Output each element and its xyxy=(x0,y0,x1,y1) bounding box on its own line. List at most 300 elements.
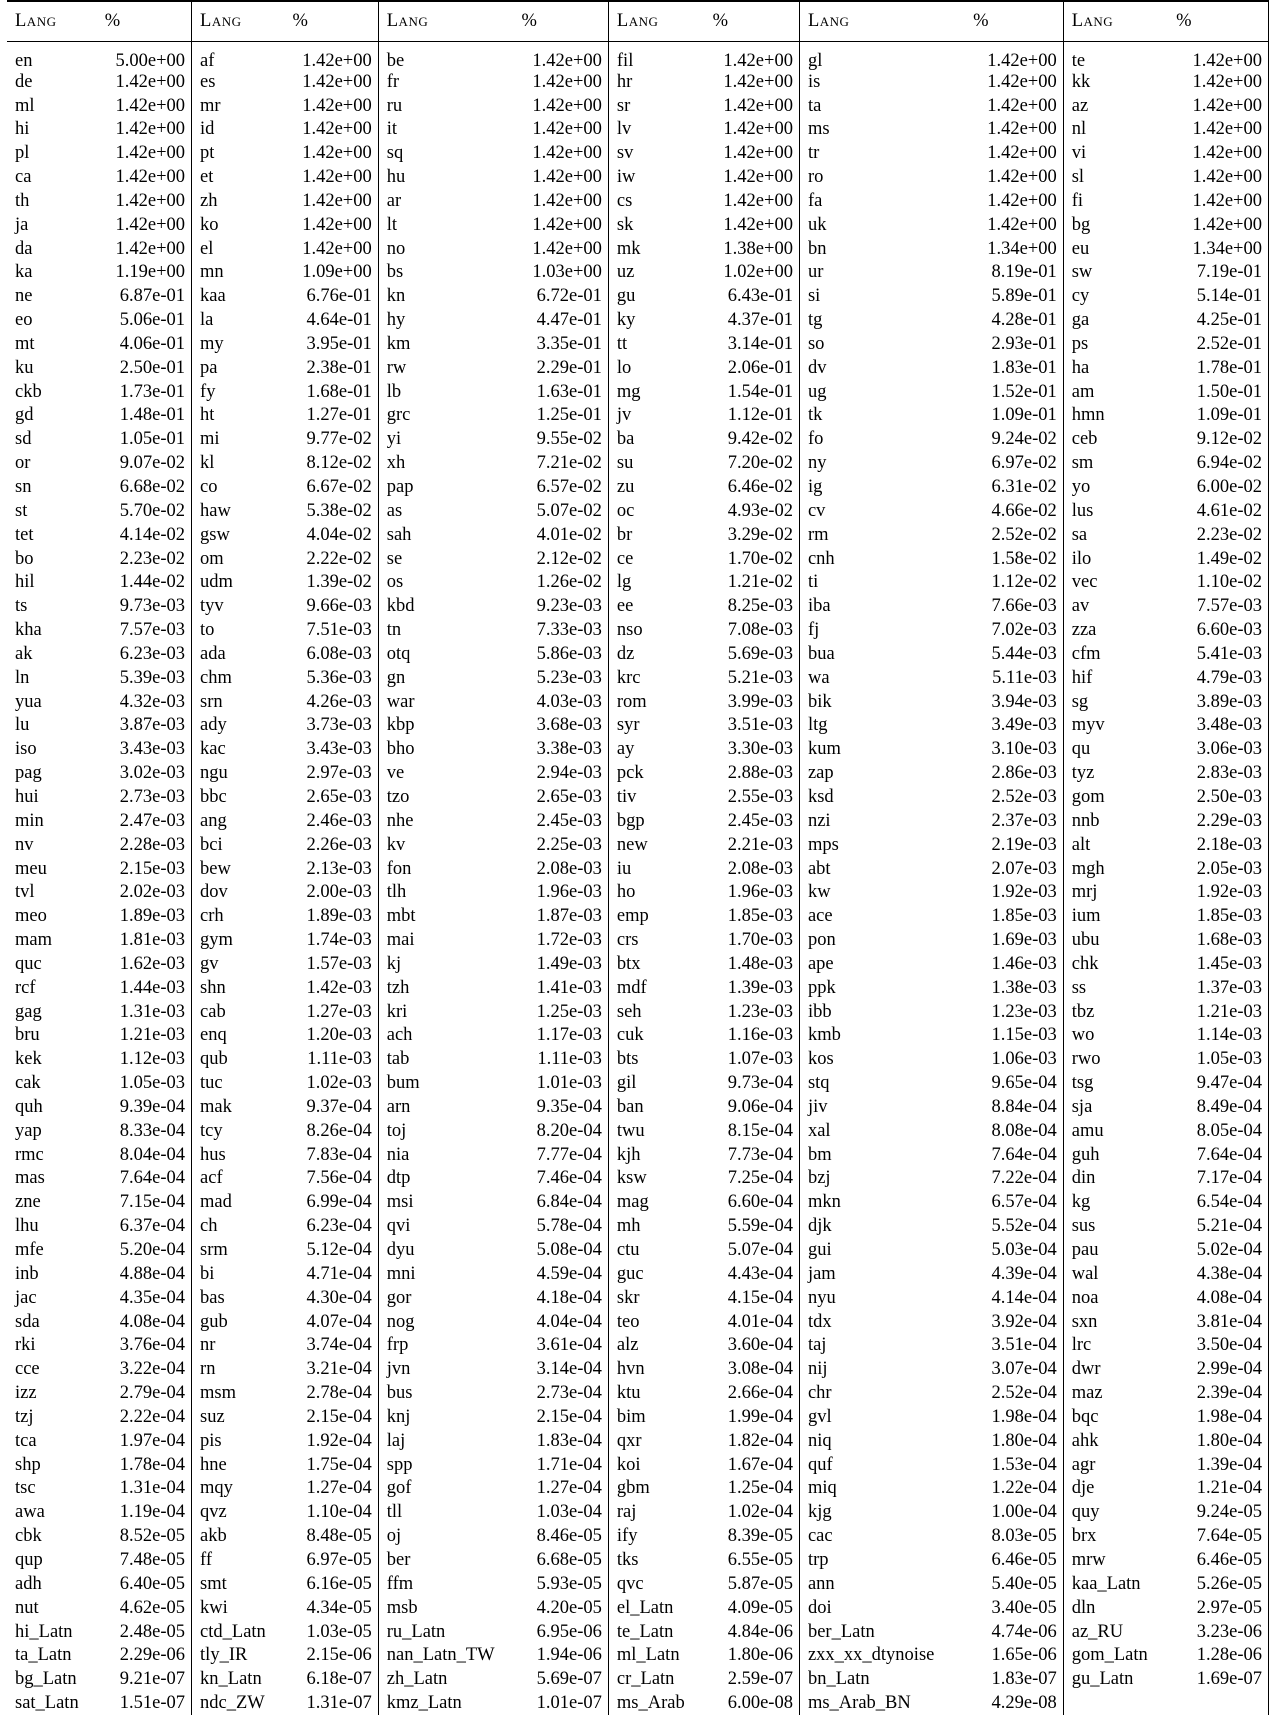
lang-code-cell: bus xyxy=(378,1381,521,1405)
percent-cell: 3.68e-03 xyxy=(536,715,602,736)
percent-cell: 2.19e-03 xyxy=(991,834,1057,855)
lang-code-cell: be xyxy=(378,41,521,70)
lang-code-cell: qvi xyxy=(378,1215,521,1239)
lang-code-cell: bzj xyxy=(799,1167,973,1191)
percent-cell: 7.57e-03 xyxy=(119,620,186,641)
table-row xyxy=(7,189,1269,213)
lang-code-cell: la xyxy=(192,308,293,332)
percent-cell: 3.92e-04 xyxy=(991,1311,1057,1332)
percent-cell: 1.78e-04 xyxy=(119,1454,186,1475)
lang-code-cell: ml xyxy=(15,95,35,116)
lang-code-cell: pau xyxy=(1063,1238,1176,1262)
lang-code-cell: sat_Latn xyxy=(15,1693,79,1714)
percent-cell: 2.97e-05 xyxy=(1176,1596,1268,1620)
table-row xyxy=(7,1453,1269,1477)
lang-code-cell: izz xyxy=(15,1383,37,1404)
percent-cell: 1.42e+00 xyxy=(987,50,1057,71)
lang-code-cell: lg xyxy=(608,571,712,595)
percent-cell: 2.47e-03 xyxy=(119,810,186,831)
lang-code-cell: gu_Latn xyxy=(1063,1668,1176,1692)
lang-code-cell: st xyxy=(15,500,28,521)
table-row xyxy=(7,1143,1269,1167)
table-row xyxy=(7,285,1269,309)
lang-code-cell: mai xyxy=(378,928,521,952)
table-row xyxy=(7,1358,1269,1382)
lang-code-cell: kk xyxy=(1063,70,1176,94)
lang-code-cell: tr xyxy=(799,142,973,166)
percent-cell: 1.54e-01 xyxy=(727,381,793,402)
lang-code-cell: gof xyxy=(378,1477,521,1501)
percent-cell: 1.92e-03 xyxy=(991,882,1057,903)
percent-cell: 1.42e+00 xyxy=(723,190,793,211)
percent-cell: 1.78e-01 xyxy=(1176,356,1268,380)
lang-code-cell: se xyxy=(378,547,521,571)
percent-cell: 7.15e-04 xyxy=(119,1192,186,1213)
percent-cell: 7.33e-03 xyxy=(536,620,602,641)
lang-code-cell: cy xyxy=(1063,285,1176,309)
percent-cell: 5.70e-02 xyxy=(119,500,186,521)
lang-code-cell: meo xyxy=(15,906,47,927)
lang-code-cell: hvn xyxy=(608,1358,712,1382)
percent-cell: 3.14e-01 xyxy=(727,333,793,354)
lang-code-cell: fy xyxy=(192,380,293,404)
percent-cell: 2.26e-03 xyxy=(306,834,372,855)
percent-cell: 3.29e-02 xyxy=(727,524,793,545)
lang-code-cell: fj xyxy=(799,618,973,642)
percent-cell: 1.42e+00 xyxy=(302,143,372,164)
percent-cell: 3.73e-03 xyxy=(306,715,372,736)
percent-cell: 1.46e-03 xyxy=(991,953,1057,974)
percent-cell: 1.05e-01 xyxy=(119,429,186,450)
lang-code-cell: ee xyxy=(608,595,712,619)
percent-cell: 8.12e-02 xyxy=(306,453,372,474)
percent-cell: 1.42e+00 xyxy=(302,214,372,235)
lang-code-cell: ksw xyxy=(608,1167,712,1191)
percent-cell: 1.72e-03 xyxy=(536,930,602,951)
lang-code-cell: pon xyxy=(799,928,973,952)
percent-cell: 4.47e-01 xyxy=(536,310,602,331)
percent-cell: 4.08e-04 xyxy=(119,1311,186,1332)
percent-cell: 1.42e+00 xyxy=(723,71,793,92)
lang-code-cell: uk xyxy=(799,213,973,237)
percent-cell: 5.59e-04 xyxy=(727,1216,793,1237)
percent-cell: 6.99e-04 xyxy=(306,1192,372,1213)
lang-code-cell: uz xyxy=(608,261,712,285)
percent-cell: 2.29e-03 xyxy=(1176,809,1268,833)
lang-code-cell: cr_Latn xyxy=(608,1668,712,1692)
percent-cell: 2.12e-02 xyxy=(536,548,602,569)
percent-cell: 1.01e-07 xyxy=(536,1693,602,1714)
lang-code-cell: crh xyxy=(192,905,293,929)
lang-code-cell: nso xyxy=(608,618,712,642)
lang-code-cell: skr xyxy=(608,1286,712,1310)
lang-code-cell: tks xyxy=(608,1548,712,1572)
percent-cell: 2.23e-02 xyxy=(1176,523,1268,547)
percent-cell: 1.09e-01 xyxy=(991,405,1057,426)
percent-cell: 2.73e-04 xyxy=(536,1383,602,1404)
percent-cell: 9.35e-04 xyxy=(536,1096,602,1117)
lang-code-cell: iso xyxy=(15,739,37,760)
percent-cell: 2.38e-01 xyxy=(306,357,372,378)
table-row xyxy=(7,714,1269,738)
lang-code-cell: zap xyxy=(799,761,973,785)
percent-cell: 6.23e-03 xyxy=(119,643,186,664)
lang-code-cell: emp xyxy=(608,905,712,929)
percent-cell: 4.59e-04 xyxy=(536,1263,602,1284)
lang-code-cell: kjh xyxy=(608,1143,712,1167)
lang-code-cell: cv xyxy=(799,499,973,523)
lang-code-cell: arn xyxy=(378,1095,521,1119)
percent-cell: 3.76e-04 xyxy=(119,1335,186,1356)
lang-code-cell: guc xyxy=(608,1262,712,1286)
lang-code-cell: bbc xyxy=(192,785,293,809)
lang-code-cell: ne xyxy=(15,286,33,307)
lang-code-cell: et xyxy=(192,165,293,189)
percent-cell: 7.64e-04 xyxy=(991,1144,1057,1165)
lang-code-cell: el_Latn xyxy=(608,1596,712,1620)
percent-cell: 4.15e-04 xyxy=(727,1287,793,1308)
percent-cell: 3.61e-04 xyxy=(536,1335,602,1356)
table-row xyxy=(7,1095,1269,1119)
lang-code-cell: knj xyxy=(378,1405,521,1429)
percent-cell: 2.18e-03 xyxy=(1176,833,1268,857)
percent-cell: 1.42e+00 xyxy=(987,190,1057,211)
lang-code-cell: ada xyxy=(192,642,293,666)
percent-cell: 1.39e-03 xyxy=(727,977,793,998)
lang-code-cell: ndc_ZW xyxy=(192,1691,293,1715)
lang-code-cell: hus xyxy=(192,1143,293,1167)
header-percent-6: % xyxy=(1176,1,1268,41)
percent-cell: 4.06e-01 xyxy=(119,333,186,354)
percent-cell: 5.20e-04 xyxy=(119,1240,186,1261)
lang-code-cell: shn xyxy=(192,976,293,1000)
lang-code-cell: ve xyxy=(378,761,521,785)
percent-cell: 3.43e-03 xyxy=(306,739,372,760)
percent-cell: 1.23e-03 xyxy=(727,1001,793,1022)
percent-cell: 4.64e-01 xyxy=(306,310,372,331)
lang-code-cell: gu xyxy=(608,285,712,309)
lang-code-cell: ckb xyxy=(15,381,42,402)
percent-cell: 3.35e-01 xyxy=(536,333,602,354)
percent-cell: 9.39e-04 xyxy=(119,1096,186,1117)
percent-cell: 2.78e-04 xyxy=(306,1383,372,1404)
table-row xyxy=(7,690,1269,714)
lang-code-cell: sxn xyxy=(1063,1310,1176,1334)
lang-code-cell: mps xyxy=(799,833,973,857)
percent-cell: 3.21e-04 xyxy=(306,1359,372,1380)
lang-code-cell: es xyxy=(192,70,293,94)
lang-code-cell: nv xyxy=(15,834,34,855)
percent-cell: 1.03e-04 xyxy=(536,1502,602,1523)
table-row xyxy=(7,332,1269,356)
table-row xyxy=(7,666,1269,690)
percent-cell: 6.68e-05 xyxy=(536,1549,602,1570)
lang-code-cell: rm xyxy=(799,523,973,547)
lang-code-cell: mt xyxy=(15,333,35,354)
lang-code-cell: noa xyxy=(1063,1286,1176,1310)
percent-cell: 1.65e-06 xyxy=(991,1645,1057,1666)
percent-cell: 6.84e-04 xyxy=(536,1192,602,1213)
percent-cell: 6.40e-05 xyxy=(119,1573,186,1594)
percent-cell: 1.94e-06 xyxy=(536,1645,602,1666)
lang-code-cell: dyu xyxy=(378,1238,521,1262)
percent-cell: 1.96e-03 xyxy=(536,882,602,903)
lang-code-cell: os xyxy=(378,571,521,595)
lang-code-cell: kmz_Latn xyxy=(378,1691,521,1715)
percent-cell: 3.43e-03 xyxy=(119,739,186,760)
percent-cell: 1.39e-04 xyxy=(1176,1453,1268,1477)
percent-cell: 1.42e-03 xyxy=(306,977,372,998)
percent-cell: 9.07e-02 xyxy=(119,453,186,474)
lang-code-cell: vec xyxy=(1063,571,1176,595)
lang-code-cell: tt xyxy=(608,332,712,356)
lang-code-cell: din xyxy=(1063,1167,1176,1191)
percent-cell: 2.00e-03 xyxy=(306,882,372,903)
percent-cell: 1.42e+00 xyxy=(302,119,372,140)
percent-cell: 2.52e-04 xyxy=(991,1383,1057,1404)
percent-cell: 4.37e-01 xyxy=(727,310,793,331)
lang-code-cell: or xyxy=(15,453,31,474)
lang-code-cell: haw xyxy=(192,499,293,523)
header-percent-2: % xyxy=(293,1,379,41)
percent-cell: 1.44e-03 xyxy=(119,977,186,998)
percent-cell: 8.46e-05 xyxy=(536,1526,602,1547)
lang-code-cell: kw xyxy=(799,881,973,905)
lang-code-cell: cak xyxy=(15,1073,41,1094)
percent-cell: 9.55e-02 xyxy=(536,429,602,450)
table-row xyxy=(7,833,1269,857)
table-row xyxy=(7,571,1269,595)
lang-code-cell: bgp xyxy=(608,809,712,833)
lang-code-cell: ur xyxy=(799,261,973,285)
percent-cell: 1.11e-03 xyxy=(307,1049,372,1070)
percent-cell: 1.38e-03 xyxy=(991,977,1057,998)
percent-cell: 1.75e-04 xyxy=(306,1454,372,1475)
percent-cell: 1.98e-04 xyxy=(991,1406,1057,1427)
percent-cell: 1.51e-07 xyxy=(119,1693,186,1714)
percent-cell: 1.83e-07 xyxy=(991,1669,1057,1690)
percent-cell: 2.07e-03 xyxy=(991,858,1057,879)
percent-cell: 1.02e-03 xyxy=(306,1073,372,1094)
lang-code-cell: de xyxy=(15,71,33,92)
percent-cell: 1.42e+00 xyxy=(302,50,372,71)
percent-cell: 2.06e-01 xyxy=(727,357,793,378)
table-row xyxy=(7,785,1269,809)
percent-cell: 1.53e-04 xyxy=(991,1454,1057,1475)
lang-code-cell: hi_Latn xyxy=(15,1621,73,1642)
lang-code-cell: stq xyxy=(799,1071,973,1095)
percent-cell: 1.57e-03 xyxy=(306,953,372,974)
percent-cell: 4.09e-05 xyxy=(727,1597,793,1618)
percent-cell: 9.42e-02 xyxy=(727,429,793,450)
lang-code-cell: ro xyxy=(799,165,973,189)
lang-code-cell: tlh xyxy=(378,881,521,905)
lang-code-cell: kbp xyxy=(378,714,521,738)
percent-cell: 1.15e-03 xyxy=(991,1025,1057,1046)
lang-code-cell: eu xyxy=(1063,237,1176,261)
lang-code-cell: gl xyxy=(799,41,973,70)
percent-cell: 2.15e-04 xyxy=(536,1406,602,1427)
lang-code-cell: dje xyxy=(1063,1477,1176,1501)
percent-cell: 4.07e-04 xyxy=(306,1311,372,1332)
lang-code-cell: ml_Latn xyxy=(608,1644,712,1668)
lang-code-cell: lus xyxy=(1063,499,1176,523)
table-row xyxy=(7,1524,1269,1548)
table-row xyxy=(7,1238,1269,1262)
lang-code-cell: yua xyxy=(15,691,42,712)
lang-code-cell: mdf xyxy=(608,976,712,1000)
table-row xyxy=(7,595,1269,619)
percent-cell: 1.42e+00 xyxy=(115,167,186,188)
percent-cell: 5.89e-01 xyxy=(991,286,1057,307)
lang-code-cell: te xyxy=(1063,41,1176,70)
lang-code-cell: ach xyxy=(378,1024,521,1048)
lang-code-cell: pa xyxy=(192,356,293,380)
lang-code-cell: av xyxy=(1063,595,1176,619)
percent-cell: 9.37e-04 xyxy=(306,1096,372,1117)
percent-cell: 3.51e-03 xyxy=(727,715,793,736)
percent-cell: 1.12e-03 xyxy=(119,1049,186,1070)
lang-code-cell: mas xyxy=(15,1168,45,1189)
percent-cell: 8.26e-04 xyxy=(306,1120,372,1141)
lang-code-cell: kos xyxy=(799,1048,973,1072)
percent-cell: 1.38e+00 xyxy=(723,238,793,259)
percent-cell: 1.22e-04 xyxy=(991,1478,1057,1499)
percent-cell: 1.42e+00 xyxy=(1176,213,1268,237)
lang-code-cell: bi xyxy=(192,1262,293,1286)
percent-cell: 2.50e-03 xyxy=(1176,785,1268,809)
lang-code-cell: tk xyxy=(799,404,973,428)
table-row xyxy=(7,475,1269,499)
lang-code-cell: mam xyxy=(15,930,52,951)
percent-cell: 7.56e-04 xyxy=(306,1168,372,1189)
percent-cell: 4.39e-04 xyxy=(991,1263,1057,1284)
lang-code-cell: kbd xyxy=(378,595,521,619)
percent-cell: 1.42e+00 xyxy=(532,119,602,140)
percent-cell: 5.86e-03 xyxy=(536,643,602,664)
percent-cell: 8.49e-04 xyxy=(1176,1095,1268,1119)
lang-code-cell: seh xyxy=(608,1000,712,1024)
lang-code-cell: qvz xyxy=(192,1501,293,1525)
lang-code-cell: sr xyxy=(608,94,712,118)
percent-cell: 1.89e-03 xyxy=(119,906,186,927)
lang-code-cell: quc xyxy=(15,953,42,974)
percent-cell: 2.83e-03 xyxy=(1176,761,1268,785)
percent-cell: 1.19e+00 xyxy=(115,262,186,283)
lang-code-cell: koi xyxy=(608,1453,712,1477)
percent-cell: 8.48e-05 xyxy=(306,1526,372,1547)
percent-cell: 1.42e+00 xyxy=(302,190,372,211)
percent-cell: 1.82e-04 xyxy=(727,1430,793,1451)
percent-cell: 1.80e-04 xyxy=(1176,1429,1268,1453)
table-row xyxy=(7,905,1269,929)
percent-cell: 7.66e-03 xyxy=(991,596,1057,617)
lang-code-cell: tab xyxy=(378,1048,521,1072)
percent-cell: 8.33e-04 xyxy=(119,1120,186,1141)
lang-code-cell: bci xyxy=(192,833,293,857)
percent-cell: 1.09e-01 xyxy=(1176,404,1268,428)
lang-code-cell: cuk xyxy=(608,1024,712,1048)
lang-code-cell: gub xyxy=(192,1310,293,1334)
lang-code-cell: ltg xyxy=(799,714,973,738)
table-row xyxy=(7,1429,1269,1453)
lang-code-cell: pap xyxy=(378,475,521,499)
lang-code-cell: frp xyxy=(378,1334,521,1358)
lang-code-cell: kaa_Latn xyxy=(1063,1572,1176,1596)
lang-code-cell: zxx_xx_dtynoise xyxy=(799,1644,973,1668)
lang-code-cell: kv xyxy=(378,833,521,857)
percent-cell: 1.27e-04 xyxy=(536,1478,602,1499)
lang-code-cell: mi xyxy=(192,428,293,452)
percent-cell: 8.52e-05 xyxy=(119,1526,186,1547)
percent-cell: 1.19e-04 xyxy=(119,1502,186,1523)
lang-code-cell: rmc xyxy=(15,1144,44,1165)
percent-cell: 1.27e-01 xyxy=(306,405,372,426)
percent-cell: 3.89e-03 xyxy=(1176,690,1268,714)
lang-code-cell: ksd xyxy=(799,785,973,809)
lang-code-cell: grc xyxy=(378,404,521,428)
percent-cell: 7.08e-03 xyxy=(727,620,793,641)
lang-code-cell: ahk xyxy=(1063,1429,1176,1453)
lang-code-cell: mk xyxy=(608,237,712,261)
lang-code-cell: amu xyxy=(1063,1119,1176,1143)
table-row xyxy=(7,1405,1269,1429)
lang-code-cell: ms_Arab xyxy=(608,1691,712,1715)
percent-cell: 1.42e+00 xyxy=(723,95,793,116)
lang-code-cell: mrw xyxy=(1063,1548,1176,1572)
percent-cell: 7.17e-04 xyxy=(1176,1167,1268,1191)
percent-cell: 3.60e-04 xyxy=(727,1335,793,1356)
percent-cell: 4.28e-01 xyxy=(991,310,1057,331)
percent-cell: 5.40e-05 xyxy=(991,1573,1057,1594)
percent-cell: 1.42e+00 xyxy=(987,214,1057,235)
lang-code-cell: agr xyxy=(1063,1453,1176,1477)
percent-cell: 8.03e-05 xyxy=(991,1526,1057,1547)
lang-code-cell: su xyxy=(608,452,712,476)
percent-cell: 1.69e-07 xyxy=(1176,1668,1268,1692)
percent-cell: 1.12e-01 xyxy=(727,405,793,426)
percent-cell: 1.42e+00 xyxy=(532,50,602,71)
lang-code-cell: nog xyxy=(378,1310,521,1334)
lang-code-cell: kjg xyxy=(799,1501,973,1525)
lang-code-cell: sn xyxy=(15,477,32,498)
lang-code-cell: jac xyxy=(15,1287,37,1308)
lang-code-cell: id xyxy=(192,118,293,142)
percent-cell: 6.68e-02 xyxy=(119,477,186,498)
lang-code-cell: rcf xyxy=(15,977,36,998)
percent-cell: 6.60e-04 xyxy=(727,1192,793,1213)
percent-cell: 2.39e-04 xyxy=(1176,1381,1268,1405)
lang-code-cell: nhe xyxy=(378,809,521,833)
lang-code-cell: mqy xyxy=(192,1477,293,1501)
percent-cell: 1.99e-04 xyxy=(727,1406,793,1427)
lang-code-cell: suz xyxy=(192,1405,293,1429)
lang-code-cell: tll xyxy=(378,1501,521,1525)
lang-code-cell: hy xyxy=(378,308,521,332)
percent-cell: 2.73e-03 xyxy=(119,786,186,807)
percent-cell: 6.54e-04 xyxy=(1176,1191,1268,1215)
lang-code-cell: smt xyxy=(192,1572,293,1596)
percent-cell: 1.80e-06 xyxy=(727,1645,793,1666)
lang-code-cell: vi xyxy=(1063,142,1176,166)
percent-cell: 1.67e-04 xyxy=(727,1454,793,1475)
lang-code-cell: mgh xyxy=(1063,857,1176,881)
lang-code-cell: pck xyxy=(608,761,712,785)
lang-code-cell: ngu xyxy=(192,761,293,785)
lang-code-cell: tg xyxy=(799,308,973,332)
table-row xyxy=(7,857,1269,881)
percent-cell: 1.14e-03 xyxy=(1176,1024,1268,1048)
